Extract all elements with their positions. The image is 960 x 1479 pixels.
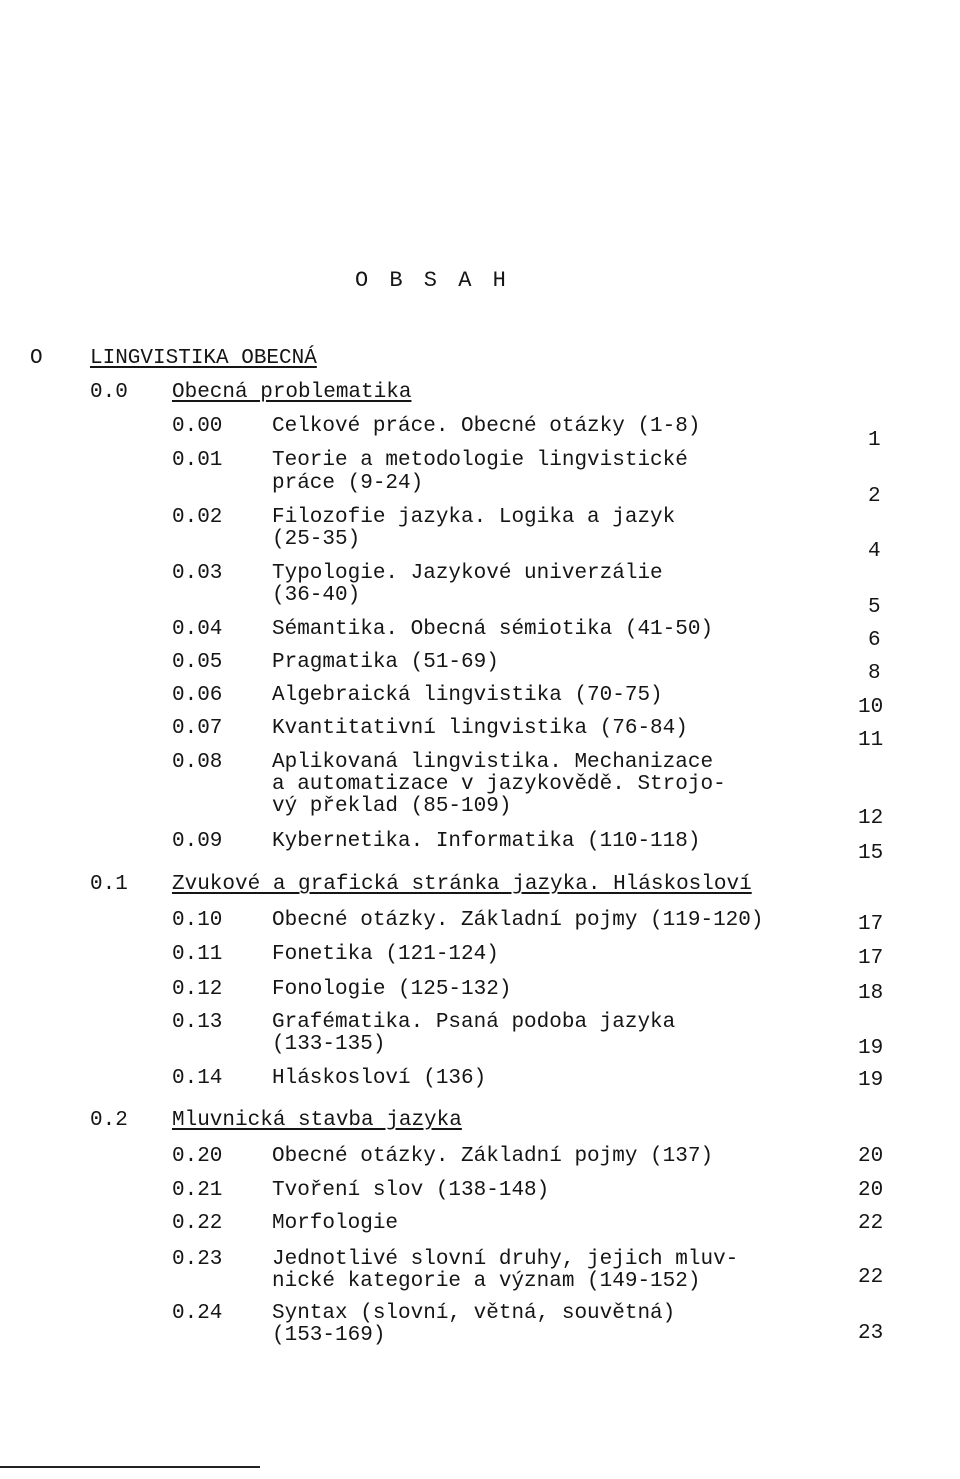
toc-entry-text: Tvoření slov (138-148) bbox=[272, 1179, 550, 1202]
toc-entry-number: 0.05 bbox=[172, 651, 223, 674]
toc-entry-text: Algebraická lingvistika (70-75) bbox=[272, 684, 663, 707]
toc-entry-text: Fonetika (121-124) bbox=[272, 943, 499, 966]
toc-entry-text: Pragmatika (51-69) bbox=[272, 651, 499, 674]
toc-entry-page: 6 bbox=[868, 629, 881, 652]
toc-entry-text: Morfologie bbox=[272, 1212, 399, 1235]
toc-entry-text: Sémantika. Obecná sémiotika (41-50) bbox=[272, 618, 714, 641]
toc-entry-number: 0.03 bbox=[172, 562, 223, 585]
toc-entry-text: Aplikovaná lingvistika. Mechanizace bbox=[272, 751, 714, 774]
toc-entry-text: vý překlad (85-109) bbox=[272, 795, 512, 818]
section-number: 0.2 bbox=[90, 1109, 128, 1132]
footnote-rule bbox=[0, 1466, 260, 1468]
toc-entry-text: Celkové práce. Obecné otázky (1-8) bbox=[272, 415, 701, 438]
toc-entry-text: (153-169) bbox=[272, 1324, 386, 1347]
toc-entry-number: 0.23 bbox=[172, 1248, 223, 1271]
toc-entry-page: 12 bbox=[858, 807, 884, 830]
section-number: 0.0 bbox=[90, 381, 128, 404]
toc-entry-page: 22 bbox=[858, 1212, 884, 1235]
toc-entry-text: (36-40) bbox=[272, 584, 361, 607]
toc-entry-number: 0.09 bbox=[172, 830, 223, 853]
toc-entry-text: Fonologie (125-132) bbox=[272, 978, 512, 1001]
section-label: Obecná problematika bbox=[172, 381, 412, 404]
toc-entry-text: Filozofie jazyka. Logika a jazyk bbox=[272, 506, 676, 529]
toc-entry-page: 4 bbox=[868, 540, 881, 563]
toc-entry-page: 22 bbox=[858, 1266, 884, 1289]
toc-entry-page: 17 bbox=[858, 913, 884, 936]
toc-entry-page: 20 bbox=[858, 1145, 884, 1168]
toc-entry-number: 0.04 bbox=[172, 618, 223, 641]
toc-entry-page: 17 bbox=[858, 947, 884, 970]
toc-entry-page: 11 bbox=[858, 729, 884, 752]
toc-entry-number: 0.12 bbox=[172, 978, 223, 1001]
toc-entry-page: 2 bbox=[868, 485, 881, 508]
part-label: LINGVISTIKA OBECNÁ bbox=[90, 347, 317, 370]
toc-entry-page: 1 bbox=[868, 429, 881, 452]
toc-entry-number: 0.11 bbox=[172, 943, 223, 966]
toc-entry-page: 10 bbox=[858, 696, 884, 719]
toc-entry-text: Hláskosloví (136) bbox=[272, 1067, 487, 1090]
toc-entry-text: a automatizace v jazykovědě. Strojo- bbox=[272, 773, 726, 796]
toc-entry-number: 0.22 bbox=[172, 1212, 223, 1235]
toc-entry-text: (25-35) bbox=[272, 528, 361, 551]
toc-entry-page: 20 bbox=[858, 1179, 884, 1202]
toc-entry-page: 19 bbox=[858, 1037, 884, 1060]
toc-entry-text: Syntax (slovní, větná, souvětná) bbox=[272, 1302, 676, 1325]
toc-entry-text: Teorie a metodologie lingvistické bbox=[272, 449, 688, 472]
toc-entry-page: 18 bbox=[858, 982, 884, 1005]
toc-entry-number: 0.08 bbox=[172, 751, 223, 774]
toc-entry-number: 0.20 bbox=[172, 1145, 223, 1168]
toc-entry-text: Typologie. Jazykové univerzálie bbox=[272, 562, 663, 585]
section-label: Zvukové a grafická stránka jazyka. Hláskosloví bbox=[172, 873, 752, 896]
toc-entry-text: Grafématika. Psaná podoba jazyka bbox=[272, 1011, 676, 1034]
toc-entry-page: 23 bbox=[858, 1322, 884, 1345]
section-number: 0.1 bbox=[90, 873, 128, 896]
toc-entry-number: 0.24 bbox=[172, 1302, 223, 1325]
toc-entry-number: 0.10 bbox=[172, 909, 223, 932]
toc-entry-number: 0.00 bbox=[172, 415, 223, 438]
toc-entry-page: 5 bbox=[868, 596, 881, 619]
toc-entry-text: Jednotlivé slovní druhy, jejich mluv- bbox=[272, 1248, 739, 1271]
toc-entry-number: 0.01 bbox=[172, 449, 223, 472]
part-number: O bbox=[30, 347, 43, 370]
toc-entry-text: Obecné otázky. Základní pojmy (119-120) bbox=[272, 909, 764, 932]
toc-entry-number: 0.02 bbox=[172, 506, 223, 529]
toc-entry-text: Kybernetika. Informatika (110-118) bbox=[272, 830, 701, 853]
toc-entry-number: 0.13 bbox=[172, 1011, 223, 1034]
toc-entry-text: Kvantitativní lingvistika (76-84) bbox=[272, 717, 688, 740]
toc-entry-number: 0.14 bbox=[172, 1067, 223, 1090]
toc-entry-text: nické kategorie a význam (149-152) bbox=[272, 1270, 701, 1293]
toc-entry-page: 8 bbox=[868, 662, 881, 685]
toc-entry-text: Obecné otázky. Základní pojmy (137) bbox=[272, 1145, 714, 1168]
toc-entry-page: 19 bbox=[858, 1069, 884, 1092]
toc-entry-text: práce (9-24) bbox=[272, 472, 424, 495]
toc-entry-number: 0.06 bbox=[172, 684, 223, 707]
section-label: Mluvnická stavba jazyka bbox=[172, 1109, 462, 1132]
toc-entry-text: (133-135) bbox=[272, 1033, 386, 1056]
toc-title: O B S A H bbox=[355, 268, 510, 293]
toc-entry-number: 0.07 bbox=[172, 717, 223, 740]
toc-entry-number: 0.21 bbox=[172, 1179, 223, 1202]
toc-entry-page: 15 bbox=[858, 842, 884, 865]
